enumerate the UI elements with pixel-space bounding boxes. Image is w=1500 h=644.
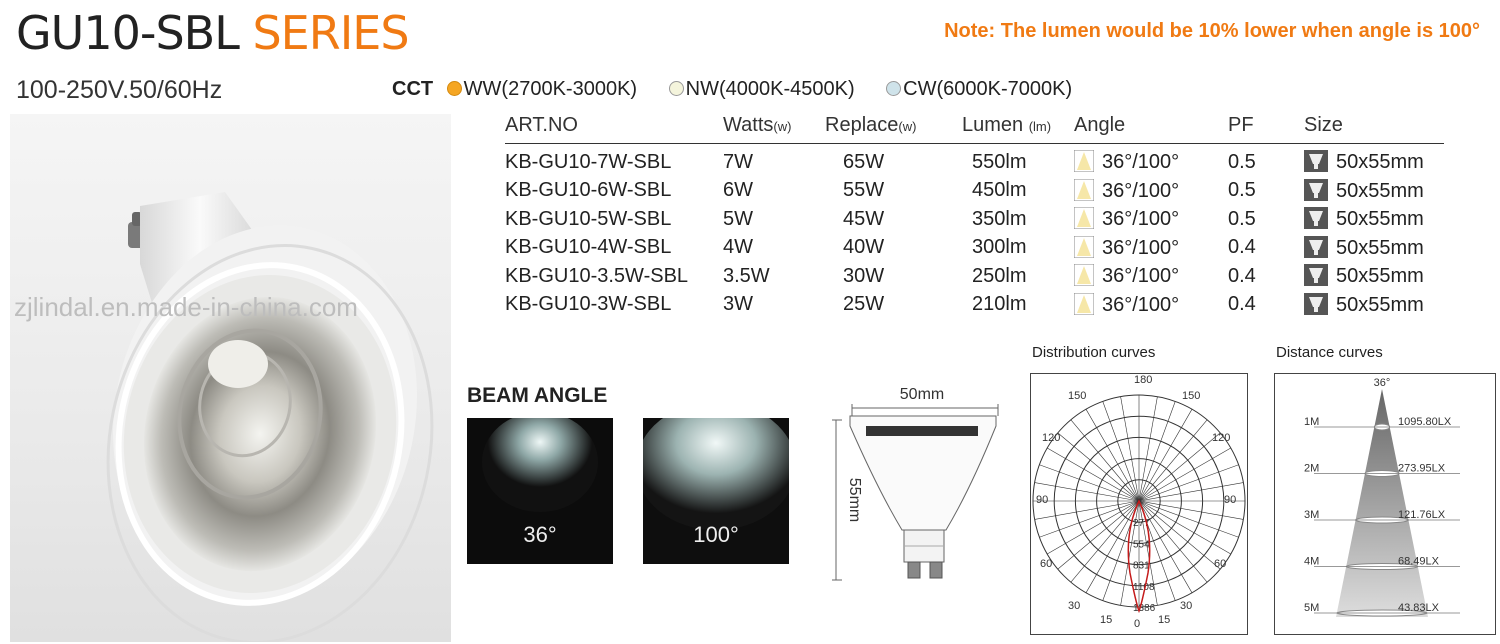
distribution-radial-value: 554	[1133, 539, 1150, 551]
table-row: KB-GU10-4W-SBL 4W 40W 300lm 36°/100° 0.4 50x55mm	[505, 236, 1424, 259]
beam-100-label: 100°	[693, 522, 739, 547]
lux-value: 1095.80LX	[1398, 416, 1452, 428]
beam-angle-icon	[1074, 207, 1094, 229]
cct-legend	[392, 78, 1098, 101]
title-accent: SERIES	[252, 6, 409, 60]
beam-angle-icon	[1074, 236, 1094, 258]
distribution-radial-value: 1386	[1133, 603, 1156, 614]
beam-angle-icon	[1074, 179, 1094, 201]
distribution-chart	[1030, 373, 1248, 635]
distribution-radial-value: 1108	[1133, 581, 1155, 593]
lamp-size-icon	[1304, 293, 1328, 315]
col-angle: Angle	[1074, 108, 1228, 144]
beam-angle-icon	[1074, 150, 1094, 172]
col-pf: PF	[1228, 108, 1304, 144]
beam-angle-title: BEAM ANGLE	[467, 384, 608, 407]
distribution-angle-label: 120	[1042, 432, 1061, 444]
cct-option-nw: NW(4000K-4500K)	[669, 78, 855, 100]
distance-label: 3M	[1304, 509, 1320, 521]
page-title	[16, 6, 409, 60]
distance-label: 2M	[1304, 462, 1320, 475]
spec-table	[505, 108, 1444, 319]
title-main: GU10-SBL	[16, 6, 239, 60]
table-row: KB-GU10-3.5W-SBL 3.5W 30W 250lm 36°/100° 0.4 50x55mm	[505, 264, 1424, 288]
lamp-size-icon	[1304, 179, 1328, 201]
width-dimension: 50mm	[899, 386, 945, 403]
distance-chart	[1274, 373, 1496, 635]
lux-value: 43.83LX	[1398, 602, 1439, 614]
distribution-angle-label: 150	[1182, 390, 1201, 402]
product-photo	[10, 114, 451, 642]
cct-option-ww: WW(2700K-3000K)	[447, 78, 637, 100]
distribution-angle-label: 120	[1212, 432, 1231, 444]
lux-value: 121.76LX	[1398, 509, 1446, 521]
distribution-angle-label: 15	[1100, 614, 1113, 626]
distribution-title: Distribution curves	[1032, 344, 1156, 361]
lumen-note: Note: The lumen would be 10% lower when angle is 100°	[944, 20, 1480, 42]
distribution-angle-label: 30	[1180, 600, 1193, 612]
beam-angle-icon	[1074, 264, 1094, 286]
cct-label: CCT	[392, 78, 434, 100]
voltage-label: 100-250V.50/60Hz	[16, 76, 223, 104]
distribution-angle-label: 90	[1036, 494, 1049, 506]
cct-option-cw: CW(6000K-7000K)	[886, 78, 1072, 100]
distribution-angle-label: 90	[1224, 494, 1237, 506]
distance-angle-label: 36°	[1373, 377, 1391, 389]
gu10-bulb-illustration	[10, 114, 451, 642]
beam-angle-icon	[1074, 293, 1094, 315]
distance-title: Distance curves	[1276, 344, 1383, 361]
col-size: Size	[1304, 108, 1444, 144]
cct-ww-dot-icon	[447, 81, 462, 96]
distribution-radial-value: 277	[1133, 518, 1150, 530]
distance-label: 1M	[1304, 416, 1320, 428]
table-row: KB-GU10-6W-SBL 6W 55W 450lm 36°/100° 0.5 50x55mm	[505, 179, 1424, 202]
distribution-angle-label: 60	[1214, 558, 1227, 570]
col-art-no: ART.NO	[505, 108, 723, 144]
cct-cw-dot-icon	[886, 81, 901, 96]
lux-value: 273.95LX	[1398, 462, 1446, 475]
col-lumen: Lumen (lm)	[962, 108, 1074, 144]
beam-36-label: 36°	[523, 522, 557, 547]
col-replace: Replace(w)	[825, 108, 962, 144]
distribution-radial-value: 831	[1133, 560, 1150, 572]
distance-label: 4M	[1304, 555, 1320, 568]
distribution-angle-label: 150	[1068, 390, 1087, 402]
distance-label: 5M	[1304, 602, 1320, 614]
watermark: zjlindal.en.made-in-china.com	[14, 292, 358, 322]
distribution-angle-label: 180	[1134, 374, 1153, 386]
lamp-size-icon	[1304, 236, 1328, 258]
distribution-angle-label: 30	[1068, 600, 1081, 612]
distribution-angle-label: 15	[1158, 614, 1171, 626]
dimension-drawing	[820, 380, 1010, 590]
cct-nw-dot-icon	[669, 81, 684, 96]
col-watts: Watts(w)	[723, 108, 825, 144]
table-header-row	[505, 108, 1444, 144]
height-dimension: 55mm	[846, 477, 863, 523]
beam-100-image	[643, 418, 789, 564]
lux-value: 68.49LX	[1398, 555, 1439, 568]
lamp-size-icon	[1304, 150, 1328, 172]
distribution-angle-label: 60	[1040, 558, 1053, 570]
lamp-size-icon	[1304, 207, 1328, 229]
table-row: KB-GU10-7W-SBL 7W 65W 550lm 36°/100° 0.5 50x55mm	[505, 150, 1424, 174]
table-row: KB-GU10-3W-SBL 3W 25W 210lm 36°/100° 0.4 50x55mm	[505, 293, 1424, 316]
lamp-size-icon	[1304, 264, 1328, 286]
distribution-angle-label: 0	[1134, 618, 1141, 630]
table-row: KB-GU10-5W-SBL 5W 45W 350lm 36°/100° 0.5 50x55mm	[505, 207, 1424, 231]
beam-36-image	[467, 418, 613, 564]
